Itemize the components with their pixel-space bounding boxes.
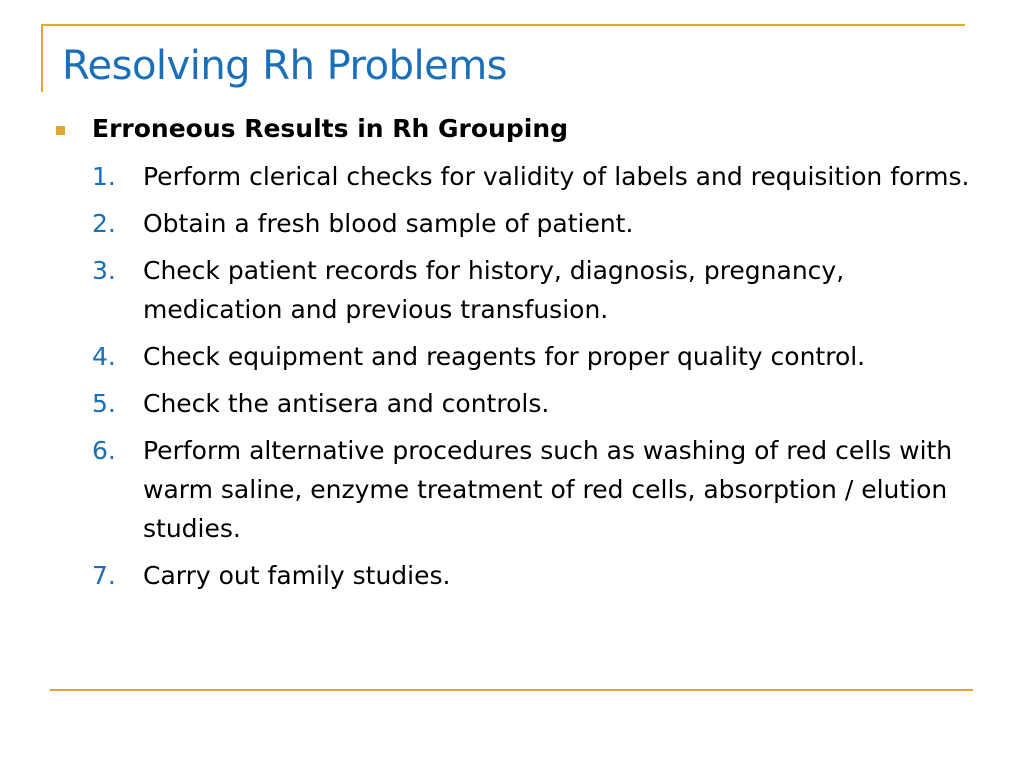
step-number: 3. xyxy=(92,256,116,285)
left-divider xyxy=(41,24,43,92)
step-text: Check the antisera and controls. xyxy=(143,389,550,418)
step-text: Perform alternative procedures such as washing of red cells with warm saline, enzyme treatment of red cells, absorption / elution studies. xyxy=(143,436,953,543)
step-text: Obtain a fresh blood sample of patient. xyxy=(143,209,634,238)
list-item xyxy=(92,337,972,376)
bottom-divider xyxy=(50,689,973,691)
step-number: 7. xyxy=(92,561,116,590)
list-item xyxy=(92,431,972,548)
step-number: 4. xyxy=(92,342,116,371)
section-heading: Erroneous Results in Rh Grouping xyxy=(92,114,569,143)
list-item xyxy=(92,384,972,423)
slide-title: Resolving Rh Problems xyxy=(62,43,508,89)
top-divider xyxy=(41,24,965,26)
step-number: 5. xyxy=(92,389,116,418)
step-number: 6. xyxy=(92,436,116,465)
list-item xyxy=(92,204,972,243)
square-bullet-icon xyxy=(56,126,65,135)
step-text: Check patient records for history, diagnosis, pregnancy, medication and previous transfusion. xyxy=(143,256,845,324)
step-text: Check equipment and reagents for proper quality control. xyxy=(143,342,866,371)
list-item xyxy=(92,157,972,196)
list-item xyxy=(92,556,972,595)
steps-list xyxy=(92,157,972,603)
step-number: 1. xyxy=(92,162,116,191)
list-item xyxy=(92,251,972,329)
step-number: 2. xyxy=(92,209,116,238)
step-text: Carry out family studies. xyxy=(143,561,451,590)
step-text: Perform clerical checks for validity of labels and requisition forms. xyxy=(143,162,970,191)
